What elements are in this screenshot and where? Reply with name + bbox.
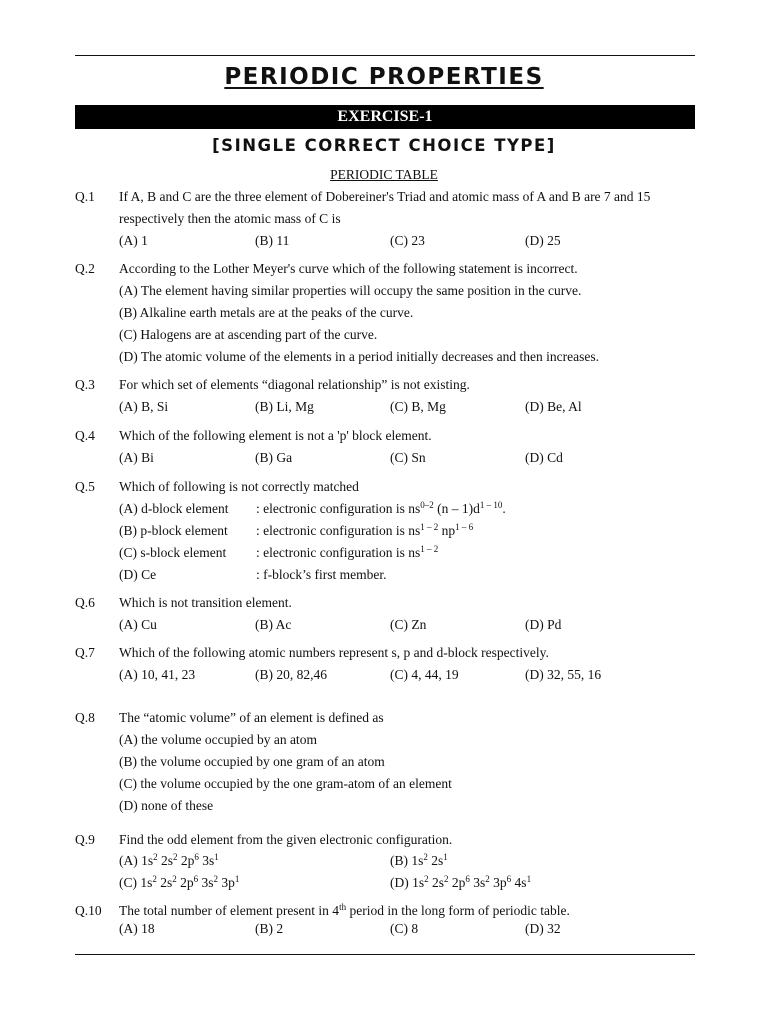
option-a: (A) B, Si — [119, 399, 169, 414]
option-a: (A) $1s^2$ $2s^2$ $2p^6$ $3s^1$ — [119, 852, 219, 868]
option-d: (D) Cd — [525, 450, 563, 465]
option-a-value: : electronic configuration is $ns^{0-2}$ $(n - 1)d^{1 - 10}$. — [256, 500, 506, 516]
option-a: (A) the volume occupied by an atom — [119, 732, 317, 747]
option-b: (B) Ga — [255, 450, 293, 465]
option-b: (B) 2 — [255, 921, 284, 936]
question-number: Q.1 — [75, 189, 95, 204]
option-c: (C) Halogens are at ascending part of the curve. — [119, 327, 378, 342]
option-c: (C) 8 — [390, 921, 419, 936]
bottom-rule — [75, 954, 695, 955]
option-c: (C) 23 — [390, 233, 425, 248]
question-number: Q.4 — [75, 428, 95, 443]
option-d: (D) none of these — [119, 798, 214, 813]
option-c: (C) $1s^2$ $2s^2$ $2p^6$ $3s^2$ $3p^1$ — [119, 874, 240, 890]
question-number: Q.7 — [75, 645, 95, 660]
question-type-heading: [SINGLE CORRECT CHOICE TYPE] — [212, 136, 556, 155]
question-text: The total number of element present in 4th period in the long form of periodic table. — [119, 902, 570, 918]
question-text: Which of the following element is not a 'p' block element. — [119, 428, 432, 443]
option-c: (C) 4, 44, 19 — [390, 667, 459, 682]
option-a-label: (A) d-block element — [119, 501, 229, 516]
question-number: Q.10 — [75, 903, 102, 918]
option-d: (D) 32 — [525, 921, 561, 936]
question-number: Q.6 — [75, 595, 95, 610]
option-a: (A) The element having similar properties will occupy the same position in the curve. — [119, 283, 582, 298]
option-d-value: : f-block’s first member. — [256, 567, 387, 582]
question-text: According to the Lother Meyer's curve which of the following statement is incorrect. — [119, 261, 578, 276]
option-b-value: : electronic configuration is $ns^{1 - 2}$ $np^{1 - 6}$ — [256, 522, 474, 538]
option-c-value: : electronic configuration is $ns^{1 - 2}$ — [256, 544, 439, 560]
option-d: (D) 25 — [525, 233, 561, 248]
option-a: (A) 18 — [119, 921, 155, 936]
option-d: (D) The atomic volume of the elements in a period initially decreases and then increases. — [119, 349, 599, 364]
exercise-banner: EXERCISE-1 — [75, 105, 695, 129]
option-b-label: (B) p-block element — [119, 523, 228, 538]
option-d: (D) Be, Al — [525, 399, 582, 414]
option-c: (C) the volume occupied by the one gram-atom of an element — [119, 776, 452, 791]
question-text: The “atomic volume” of an element is defined as — [119, 710, 384, 725]
question-text: Which is not transition element. — [119, 595, 292, 610]
question-number: Q.2 — [75, 261, 95, 276]
option-c-label: (C) s-block element — [119, 545, 227, 560]
option-c: (C) B, Mg — [390, 399, 446, 414]
option-b: (B) $1s^2$ $2s^1$ — [390, 852, 448, 868]
option-b: (B) 20, 82,46 — [255, 667, 327, 682]
option-c: (C) Zn — [390, 617, 427, 632]
option-b: (B) Alkaline earth metals are at the peaks of the curve. — [119, 305, 414, 320]
question-number: Q.3 — [75, 377, 95, 392]
option-b: (B) the volume occupied by one gram of an atom — [119, 754, 385, 769]
question-text: Find the odd element from the given electronic configuration. — [119, 832, 453, 847]
option-c: (C) Sn — [390, 450, 426, 465]
question-text: For which set of elements “diagonal relationship” is not existing. — [119, 377, 470, 392]
option-a: (A) Cu — [119, 617, 157, 632]
option-d: (D) $1s^2$ $2s^2$ $2p^6$ $3s^2$ $3p^6$ $4s^1$ — [390, 874, 532, 890]
section-heading: PERIODIC TABLE — [330, 167, 438, 182]
option-a: (A) Bi — [119, 450, 154, 465]
option-b: (B) Ac — [255, 617, 292, 632]
question-number: Q.8 — [75, 710, 95, 725]
option-d: (D) 32, 55, 16 — [525, 667, 602, 682]
question-text-line: If A, B and C are the three element of Dobereiner's Triad and atomic mass of A and B are 7 and 15 — [119, 189, 651, 204]
option-d: (D) Pd — [525, 617, 562, 632]
option-a: (A) 1 — [119, 233, 148, 248]
question-number: Q.9 — [75, 832, 95, 847]
page-title: PERIODIC PROPERTIES — [224, 64, 544, 90]
option-d-label: (D) Ce — [119, 567, 157, 582]
option-b: (B) Li, Mg — [255, 399, 314, 414]
option-b: (B) 11 — [255, 233, 290, 248]
question-number: Q.5 — [75, 479, 95, 494]
top-rule — [75, 55, 695, 56]
option-a: (A) 10, 41, 23 — [119, 667, 196, 682]
question-text: Which of the following atomic numbers represent s, p and d-block respectively. — [119, 645, 549, 660]
question-text-line: respectively then the atomic mass of C is — [119, 211, 341, 226]
question-text: Which of following is not correctly matched — [119, 479, 359, 494]
